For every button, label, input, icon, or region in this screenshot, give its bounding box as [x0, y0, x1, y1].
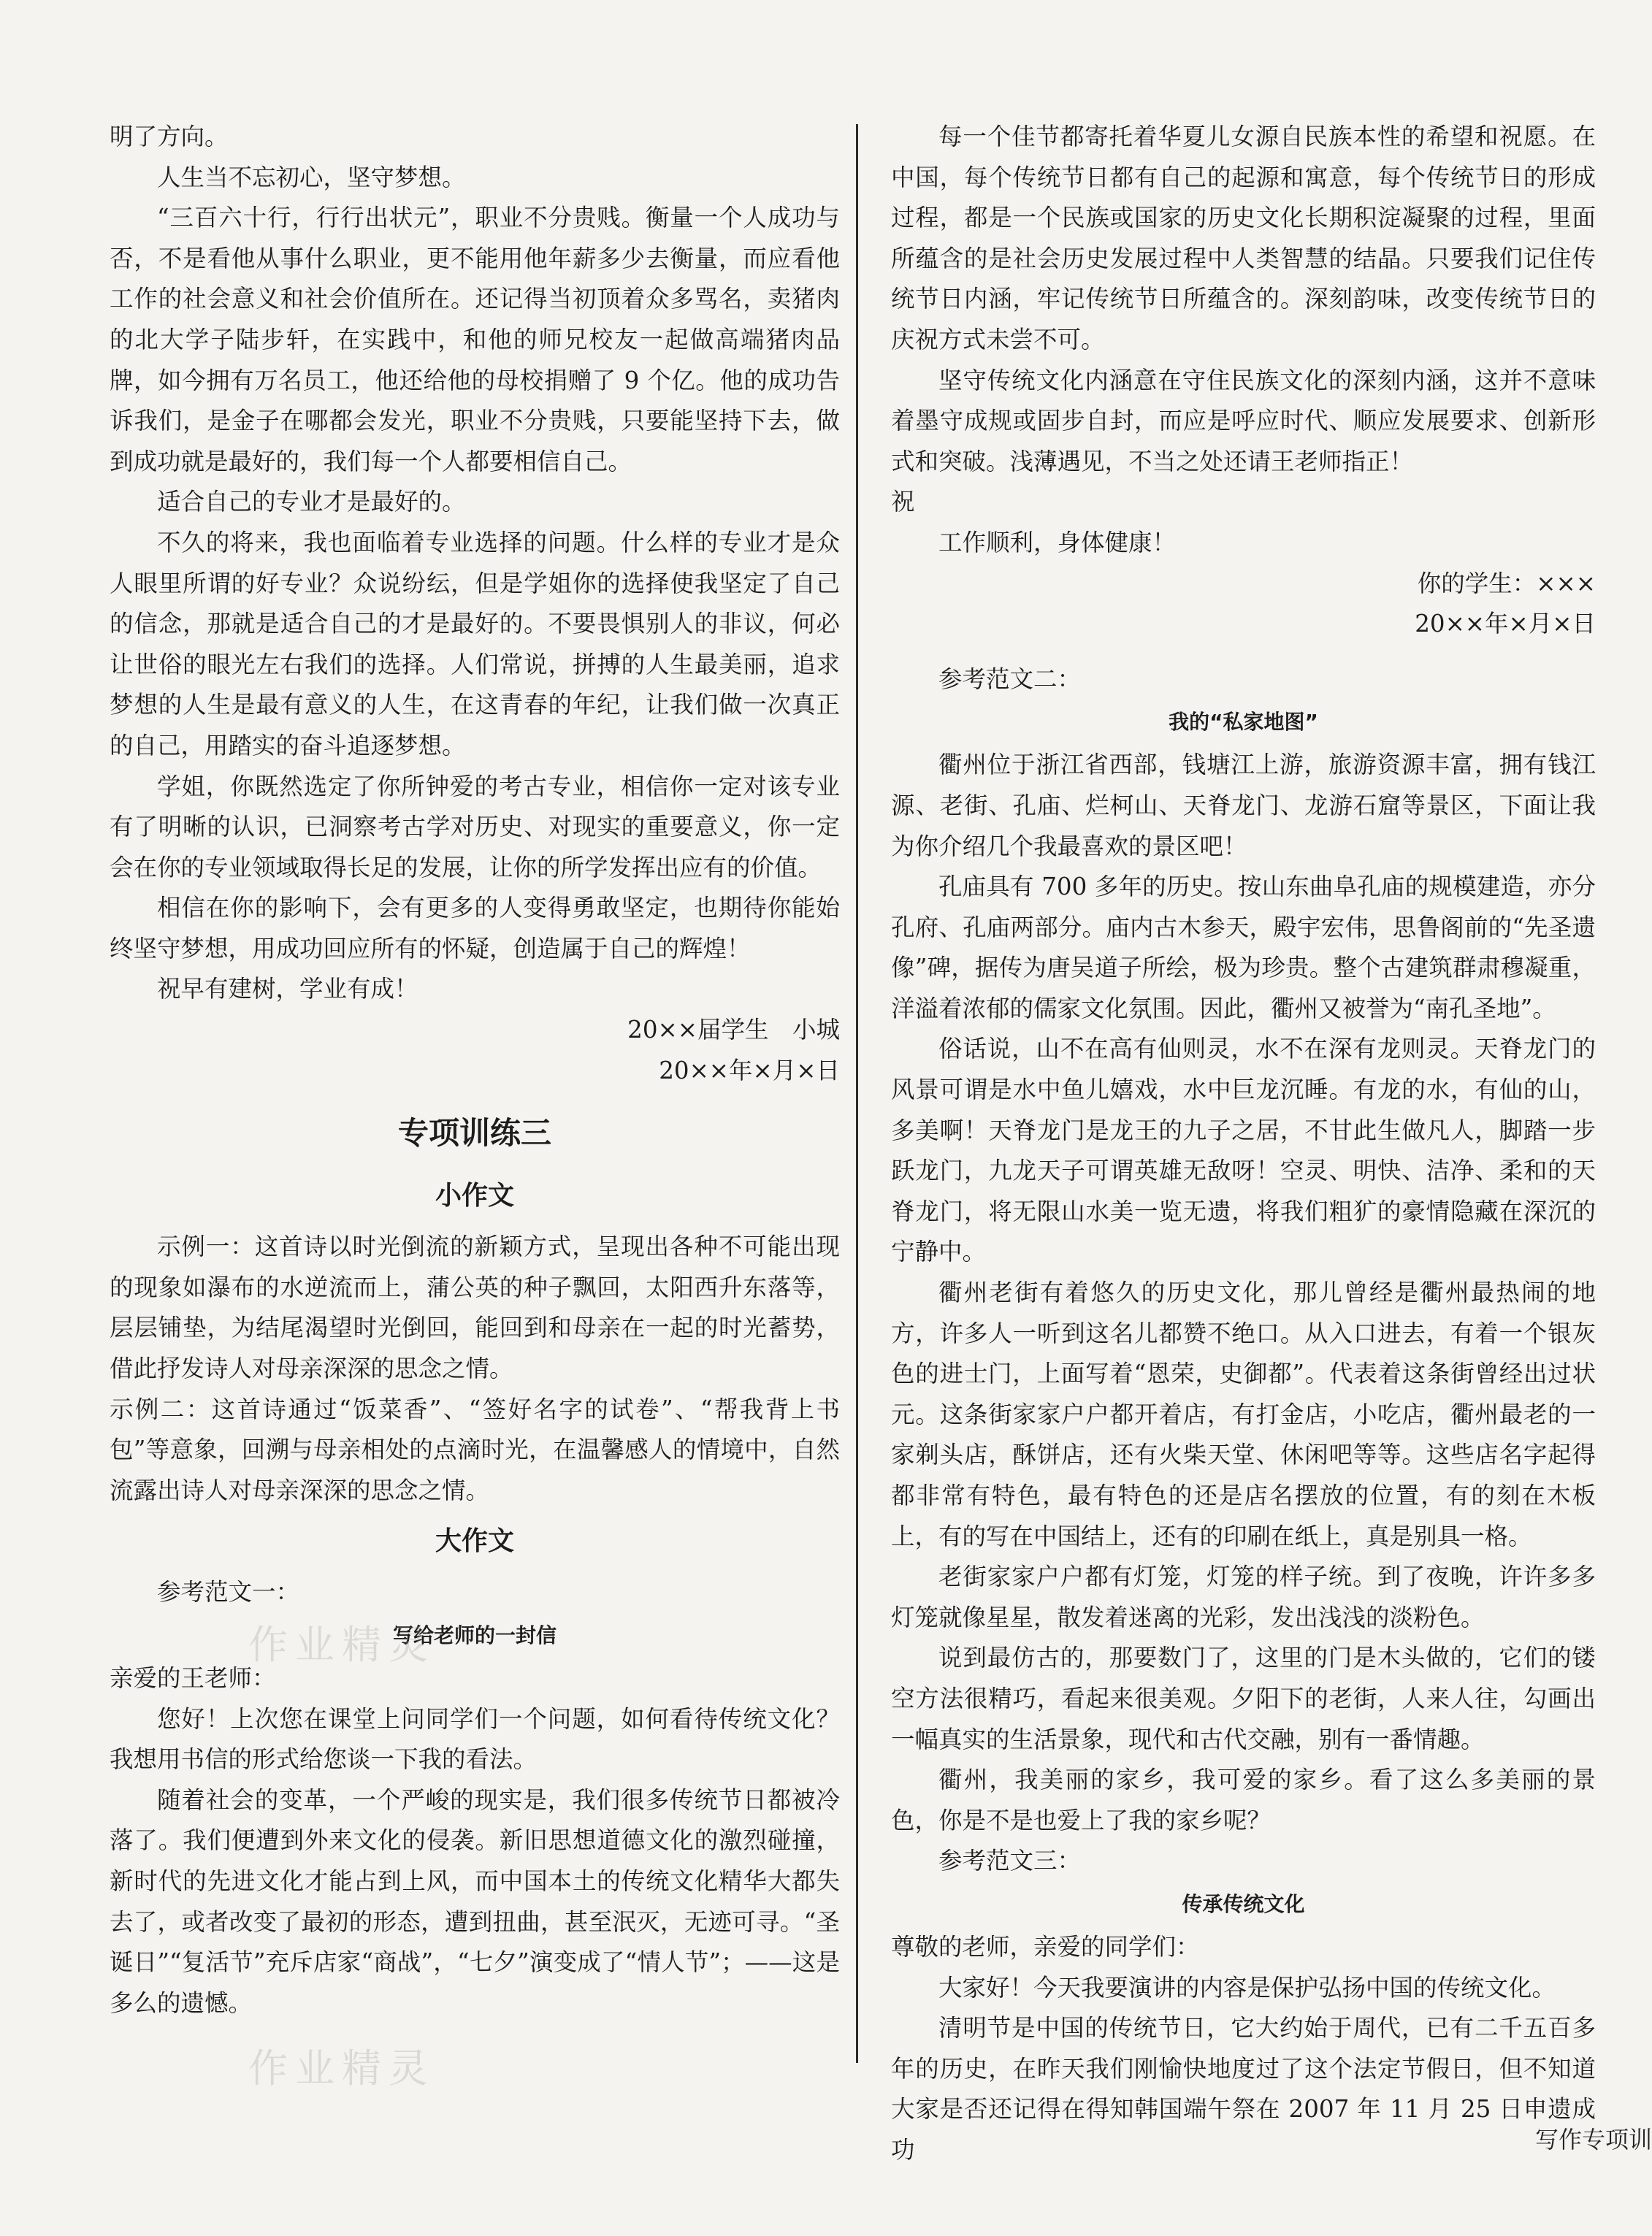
page-footer-label: 写作专项训 — [1534, 2126, 1652, 2153]
speech-salutation: 尊敬的老师，亲爱的同学们： — [891, 1932, 1200, 1961]
watermark: 作业精灵 — [248, 2045, 435, 2091]
essay-title: 写给老师的一封信 — [392, 1623, 557, 1647]
signature-date: 20××年×月×日 — [659, 1056, 840, 1084]
column-divider — [856, 124, 858, 2063]
paragraph: 适合自己的专业才是最好的。 — [157, 488, 466, 516]
paragraph: 人生当不忘初心，坚守梦想。 — [157, 163, 466, 191]
reference-label: 参考范文一： — [157, 1578, 300, 1607]
signature-name: 你的学生：××× — [1417, 569, 1596, 597]
paragraph: 每一个佳节都寄托着华夏儿女源自民族本性的希望和祝愿。在中国，每个传统节日都有自己的起源和寓意，每个传统节日的形成过程，都是一个民族或国家的历史文化长期积淀凝聚的过程，里面所蕴含的是社会历史发展过程中人类智慧的结晶。只要我们记住传统节日内涵，牢记传统节日所蕴含的。深刻韵味，改变传统节日的庆祝方式未尝不可。 — [891, 123, 1596, 353]
example-two: 示例二：这首诗通过“饭菜香”、“签好名字的试卷”、“帮我背上书包”等意象，回溯与母亲相处的点滴时光，在温馨感人的情境中，自然流露出诗人对母亲深深的思念之情。 — [110, 1395, 840, 1504]
paragraph: 相信在你的影响下，会有更多的人变得勇敢坚定，也期待你能始终坚守梦想，用成功回应所有的怀疑，创造属于自己的辉煌！ — [110, 894, 840, 962]
paragraph: 说到最仿古的，那要数门了，这里的门是木头做的，它们的镂空方法很精巧，看起来很美观。夕阳下的老街，人来人往，勾画出一幅真实的生活景象，现代和古代交融，别有一番情趣。 — [891, 1644, 1596, 1753]
signature-name: 20××届学生 小城 — [627, 1016, 840, 1044]
letter-salutation: 亲爱的王老师： — [110, 1664, 276, 1692]
paragraph: 坚守传统文化内涵意在守住民族文化的深刻内涵，这并不意味着墨守成规或固步自封，而应是呼应时代、顺应发展要求、创新形式和突破。浅薄遇见，不当之处还请王老师指正！ — [891, 366, 1596, 475]
signature-date: 20××年×月×日 — [1415, 610, 1596, 638]
section-title: 专项训练三 — [397, 1115, 551, 1152]
paragraph: 不久的将来，我也面临着专业选择的问题。什么样的专业才是众人眼里所谓的好专业？众说纷纭，但是学姐你的选择使我坚定了自己的信念，那就是适合自己的才是最好的。不要畏惧别人的非议，何必让世俗的眼光左右我们的选择。人们常说，拼搏的人生最美丽，追求梦想的人生是最有意义的人生，在这青春的年纪，让我们做一次真正的自己，用踏实的奋斗追逐梦想。 — [110, 528, 840, 759]
paragraph: 衢州老街有着悠久的历史文化，那儿曾经是衢州最热闹的地方，许多人一听到这名儿都赞不绝口。从入口进去，有着一个银灰色的进士门，上面写着“恩荣，史御都”。代表着这条街曾经出过状元。这条街家家户户都开着店，有打金店，小吃店，衢州最老的一家剃头店，酥饼店，还有火柴天堂、休闲吧等等。这些店名字起得都非常有特色，最有特色的还是店名摆放的位置，有的刻在木板上，有的写在中国结上，还有的印刷在纸上，真是别具一格。 — [891, 1279, 1596, 1550]
paragraph: 清明节是中国的传统节日，它大约始于周代，已有二千五百多年的历史，在昨天我们刚愉快地度过了这个法定节假日，但不知道大家是否还记得在得知韩国端午祭在 2007 年 11 月 25 日申遗成功 — [891, 2014, 1596, 2164]
paragraph: 您好！上次您在课堂上问同学们一个问题，如何看待传统文化？我想用书信的形式给您谈一下我的看法。 — [110, 1704, 840, 1774]
closing-wish: 祝 — [891, 488, 915, 516]
paragraph: 学姐，你既然选定了你所钟爱的考古专业，相信你一定对该专业有了明晰的认识，已洞察考古学对历史、对现实的重要意义，你一定会在你的专业领域取得长足的发展，让你的所学发挥出应有的价值。 — [110, 772, 840, 881]
example-one: 示例一：这首诗以时光倒流的新颖方式，呈现出各种不可能出现的现象如瀑布的水逆流而上，蒲公英的种子飘回，太阳西升东落等，层层铺垫，为结尾渴望时光倒回，能回到和母亲在一起的时光蓄势，借此抒发诗人对母亲深深的思念之情。 — [110, 1233, 840, 1383]
paragraph: 大家好！今天我要演讲的内容是保护弘扬中国的传统文化。 — [938, 1973, 1556, 2002]
left-column — [110, 117, 840, 2023]
closing-wish-text: 工作顺利，身体健康！ — [938, 528, 1177, 556]
paragraph: 衢州位于浙江省西部，钱塘江上游，旅游资源丰富，拥有钱江源、老街、孔庙、烂柯山、天脊龙门、龙游石窟等景区，下面让我为你介绍几个我最喜欢的景区吧！ — [891, 751, 1596, 860]
essay-title: 传承传统文化 — [1182, 1891, 1305, 1916]
right-column — [891, 117, 1596, 2171]
paragraph: 孔庙具有 700 多年的历史。按山东曲阜孔庙的规模建造，亦分孔府、孔庙两部分。庙内古木参天，殿宇宏伟，思鲁阁前的“先圣遗像”碑，据传为唐吴道子所绘，极为珍贵。整个古建筑群肃穆凝重，洋溢着浓郁的儒家文化氛围。因此，衢州又被誉为“南孔圣地”。 — [891, 873, 1596, 1022]
reference-label: 参考范文三： — [938, 1847, 1082, 1875]
paragraph: 随着社会的变革，一个严峻的现实是，我们很多传统节日都被冷落了。我们便遭到外来文化的侵袭。新旧思想道德文化的激烈碰撞，新时代的先进文化才能占到上风，而中国本土的传统文化精华大都失去了，或者改变了最初的形态，遭到扭曲，甚至泯灭，无迹可寻。“圣诞日”“复活节”充斥店家“商战”，“七夕”演变成了“情人节”；——这是多么的遗憾。 — [110, 1785, 840, 2017]
essay-title: 我的“私家地图” — [1169, 710, 1318, 735]
paragraph: 老街家家户户都有灯笼，灯笼的样子统。到了夜晚，许许多多灯笼就像星星，散发着迷离的光彩，发出浅浅的淡粉色。 — [891, 1563, 1596, 1631]
reference-label: 参考范文二： — [938, 665, 1082, 693]
paragraph: 明了方向。 — [110, 123, 229, 150]
subsection-title-big-essay: 大作文 — [435, 1526, 514, 1557]
subsection-title-small-essay: 小作文 — [435, 1181, 514, 1211]
watermark: 作业精灵 — [248, 1622, 435, 1668]
paragraph: 衢州，我美丽的家乡，我可爱的家乡。看了这么多美丽的景色，你是不是也爱上了我的家乡呢？ — [891, 1766, 1596, 1834]
paragraph: 俗话说，山不在高有仙则灵，水不在深有龙则灵。天脊龙门的风景可谓是水中鱼儿嬉戏，水中巨龙沉睡。有龙的水，有仙的山，多美啊！天脊龙门是龙王的九子之居，不甘此生做凡人，脚踏一步跃龙门，九龙天子可谓英雄无敌呀！空灵、明快、洁净、柔和的天脊龙门，将无限山水美一览无遗，将我们粗犷的豪情隐藏在深沉的宁静中。 — [891, 1035, 1596, 1266]
paragraph: “三百六十行，行行出状元”，职业不分贵贱。衡量一个人成功与否，不是看他从事什么职业，更不能用他年薪多少去衡量，而应看他工作的社会意义和社会价值所在。还记得当初顶着众多骂名，卖猪肉的北大学子陆步轩，在实践中，和他的师兄校友一起做高端猪肉品牌，如今拥有万名员工，他还给他的母校捐赠了 9 个亿。他的成功告诉我们，是金子在哪都会发光，职业不分贵贱，只要能坚持下去，做到成功就是最好的，我们每一个人都要相信自己。 — [110, 204, 840, 475]
paragraph: 祝早有建树，学业有成！ — [157, 975, 418, 1003]
